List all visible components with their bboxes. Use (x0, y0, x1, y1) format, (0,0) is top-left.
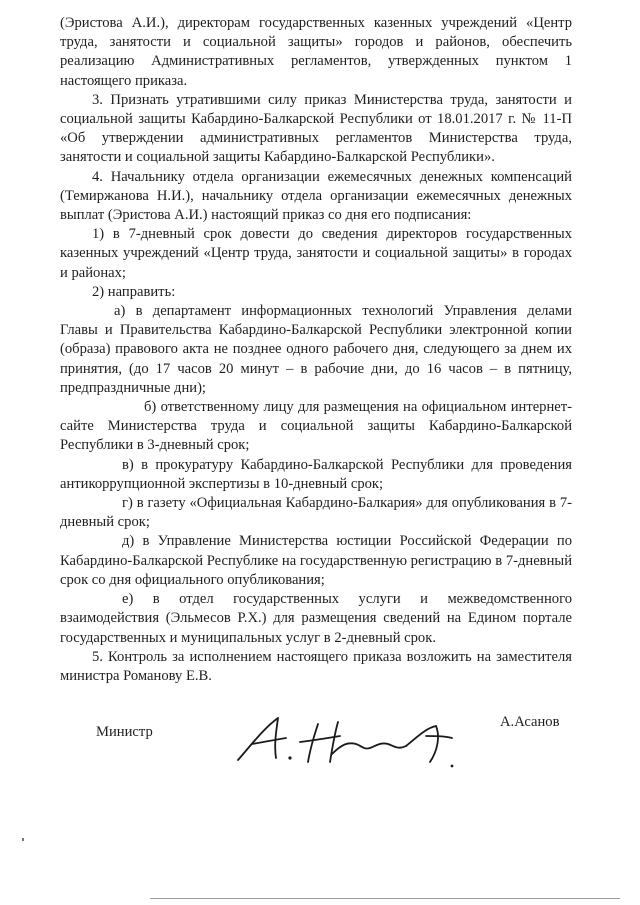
signatory-title: Министр (96, 724, 153, 740)
document-body (60, 14, 572, 686)
subitem-b: б) ответственному лицу для размещения на официальном интернет-сайте Министерства труда и социальной защиты Кабардино-Балкарской Республики в 3-дневный срок; (60, 399, 572, 454)
subitem-2: 2) направить: (92, 283, 176, 300)
paragraph-item-5: 5. Контроль за исполнением настоящего приказа возложить на заместителя министра Романову Е.В. (60, 648, 572, 684)
scan-speck (22, 838, 24, 841)
signature-block (0, 714, 640, 784)
subitem-v: в) в прокуратуру Кабардино-Балкарской Республики для проведения антикоррупционной экспертизы в 10-дневный срок; (60, 456, 572, 492)
subitem-g: г) в газету «Официальная Кабардино-Балкария» для опубликования в 7-дневный срок; (60, 495, 572, 531)
subitem-e: е) в отдел государственных услуги и межведомственного взаимодействия (Эльмесов Р.Х.) для размещения сведений на Едином портале государственных и муниципальных услуг в 2-дневный срок. (60, 591, 572, 646)
subitem-1: 1) в 7-дневный срок довести до сведения директоров государственных казенных учреждений «Центр труда, занятости и социальной защиты» в городах и районах; (60, 226, 572, 281)
handwritten-signature (230, 714, 470, 774)
paragraph-item-3: 3. Признать утратившими силу приказ Министерства труда, занятости и социальной защиты Кабардино-Балкарской Республики от 18.01.2017 г. № 11-П «Об утверждении административных регламентов Министерства труда, занятости и социальной защиты Кабардино-Балкарской Республики». (60, 91, 572, 166)
paragraph-continuation: (Эристова А.И.), директорам государственных казенных учреждений «Центр труда, занятости и социальной защиты» городов и районов, обеспечить реализацию Административных регламентов, утвержденных пунктом 1 настоящего приказа. (60, 15, 572, 89)
subitem-a: а) в департамент информационных технологий Управления делами Главы и Правительства Кабардино-Балкарской Республики электронной копии (образа) правового акта не позднее одного рабочего дня, следующего за днем их принятия, (до 17 часов 20 минут – в рабочие дни, до 16 часов – в пятницу, предпраздничные дни); (60, 303, 572, 396)
page-bottom-line (150, 898, 620, 899)
paragraph-item-4: 4. Начальнику отдела организации ежемесячных денежных компенсаций (Темиржанова Н.И.), начальнику отдела организации ежемесячных денежных выплат (Эристова А.И.) настоящий приказ со дня его подписания: (60, 168, 572, 224)
signatory-name: А.Асанов (500, 714, 560, 730)
subitem-d: д) в Управление Министерства юстиции Российской Федерации по Кабардино-Балкарской Республике на государственную регистрацию в 7-дневный срок со дня официального опубликования; (60, 533, 572, 588)
